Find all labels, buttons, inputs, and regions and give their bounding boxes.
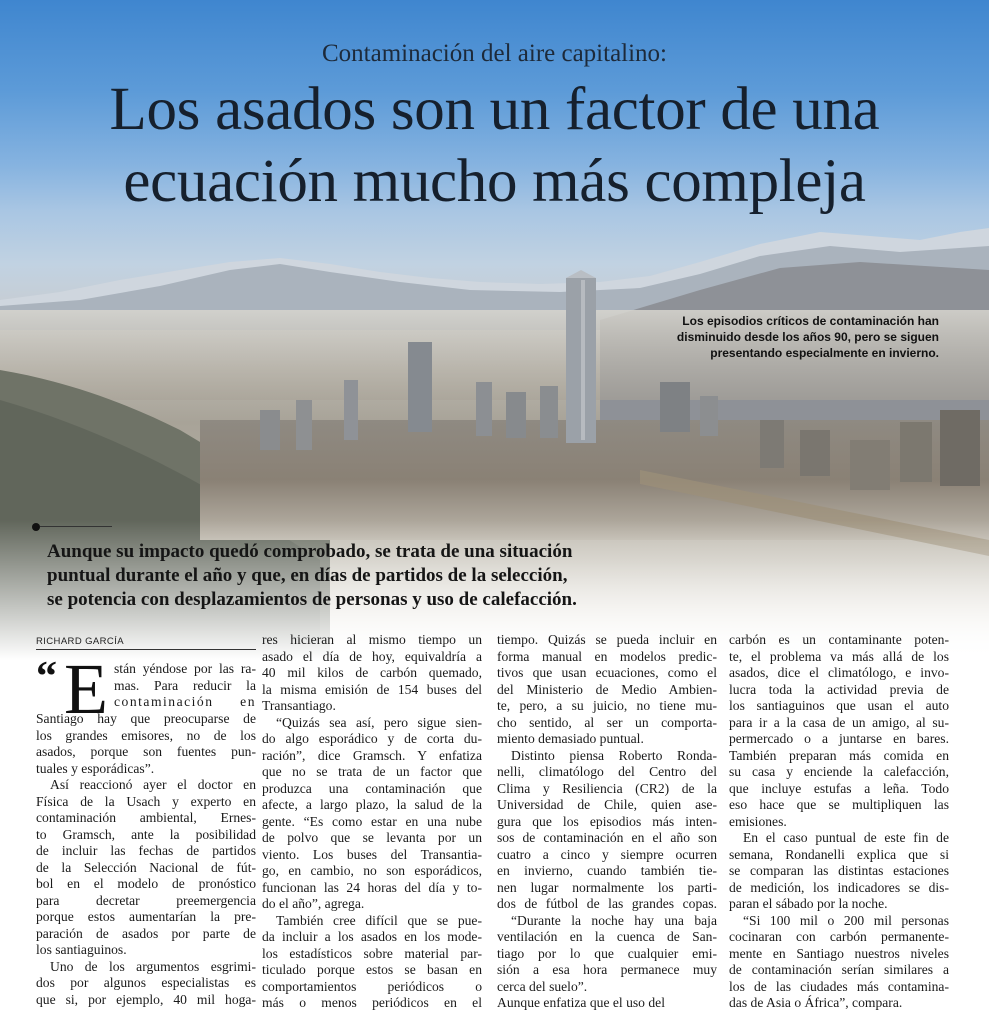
opening-line: contaminación en bbox=[114, 694, 256, 709]
body-text-line: los grandes emisores, no de los bbox=[36, 727, 256, 743]
body-text-line: ración”, dice Gramsch. Y enfatiza bbox=[262, 747, 482, 763]
body-text-line: 40 mil kilos de carbón quemado, bbox=[262, 665, 482, 680]
caption-line: presentando especialmente en invierno. bbox=[710, 346, 939, 360]
body-text-line: Santiago hay que preocuparse de bbox=[36, 711, 256, 726]
body-text-line: en invierno, cuando también tie- bbox=[497, 863, 717, 878]
body-text-line: para decretar preemergencia bbox=[36, 892, 256, 908]
body-text-line: También preparan más comida en bbox=[729, 747, 949, 763]
body-text-line: comportamientos periódicos o bbox=[262, 978, 482, 994]
column-lines bbox=[36, 711, 256, 1008]
photo-caption bbox=[639, 313, 939, 361]
body-text-line: En el caso puntual de este fin de bbox=[743, 830, 949, 845]
body-text-line: de incluir las fechas de partidos bbox=[36, 843, 256, 858]
body-text-line: tivos que usan ecuaciones, como el bbox=[497, 665, 717, 680]
byline: RICHARD GARCÍA bbox=[36, 636, 256, 650]
deck-line: Aunque su impacto quedó comprobado, se trata de una situación bbox=[47, 541, 573, 562]
caption-line: Los episodios críticos de contaminación han bbox=[682, 314, 939, 328]
body-column-1 bbox=[36, 649, 256, 1008]
body-text-line: nen lugar normalmente los parti- bbox=[497, 879, 717, 895]
body-text-line: que incluye estufas a leña. Todo bbox=[729, 780, 949, 796]
body-text-line: paran el sábado por la noche. bbox=[729, 896, 888, 911]
column-lines bbox=[262, 632, 482, 1012]
body-text-line: Así reaccionó ayer el doctor en bbox=[50, 777, 256, 792]
body-text-line: emisiones. bbox=[729, 813, 787, 829]
body-text-line: para ir a la casa de un amigo, al su- bbox=[729, 714, 949, 730]
body-text-line: los de las ciudades más contamina- bbox=[729, 978, 949, 994]
body-text-line: Transantiago. bbox=[262, 698, 336, 713]
body-text-line: to Gramsch, ante la posibilidad bbox=[36, 826, 256, 842]
body-text-line: contaminación ambiental, Ernes- bbox=[36, 810, 256, 825]
body-text-line: nelli, climatólogo del Centro del bbox=[497, 764, 717, 779]
body-text-line: Aunque enfatiza que el uso del bbox=[497, 995, 665, 1010]
article-headline bbox=[0, 74, 989, 218]
body-text-line: res hicieran al mismo tiempo un bbox=[262, 632, 482, 647]
body-text-line: gura que los episodios más inten- bbox=[497, 813, 717, 829]
body-text-line: funcionan las 24 horas del día y to- bbox=[262, 879, 482, 895]
body-text-line: de la Selección Nacional de fút- bbox=[36, 859, 256, 875]
open-quote-mark: “ bbox=[36, 654, 57, 700]
body-text-line: que si, por ejemplo, 40 mil hoga- bbox=[36, 991, 256, 1007]
deck-line: se potencia con desplazamientos de personas y uso de calefacción. bbox=[47, 589, 577, 610]
body-column-4 bbox=[729, 632, 949, 1012]
body-text-line: cuatro a cinco y siempre ocurren bbox=[497, 846, 717, 862]
body-text-line: que no se trata de un factor que bbox=[262, 764, 482, 779]
body-text-line: permercado o a juntarse en bares. bbox=[729, 731, 949, 746]
column-lines bbox=[729, 632, 949, 1012]
body-text-line: los estadísticos sobre material par- bbox=[262, 945, 482, 961]
body-text-line: Distinto piensa Roberto Ronda- bbox=[511, 747, 717, 763]
opening-line: stán yéndose por las ra- bbox=[114, 661, 256, 676]
body-text-line: do el año”, agrega. bbox=[262, 896, 365, 911]
body-text-line: miento demasiado puntual. bbox=[497, 731, 644, 746]
opening-line: mas. Para reducir la bbox=[114, 677, 256, 693]
body-text-line: bol en el modelo de pronóstico bbox=[36, 876, 256, 891]
body-column-2 bbox=[262, 632, 482, 1012]
body-text-line: ventilación en la cuenca de San- bbox=[497, 929, 717, 944]
body-text-line: asado el día de hoy, equivaldría a bbox=[262, 648, 482, 664]
body-text-line: produzca una contaminación que bbox=[262, 780, 482, 796]
body-text-line: su casa y enciende la calefacción, bbox=[729, 764, 949, 779]
body-text-line: “Quizás sea así, pero sigue sien- bbox=[276, 714, 482, 730]
body-text-line: Uno de los argumentos esgrimi- bbox=[50, 958, 256, 974]
body-text-line: forma manual en modelos predic- bbox=[497, 648, 717, 664]
body-text-line: se comparan las distintas estaciones bbox=[729, 863, 949, 878]
body-text-line: viento. Los buses del Transantia- bbox=[262, 846, 482, 862]
headline-line: Los asados son un factor de una bbox=[109, 76, 880, 143]
opening-paragraph bbox=[36, 649, 256, 729]
body-text-line: tiempo. Quizás se pueda incluir en bbox=[497, 632, 717, 647]
body-text-line: de contaminación serían similares a bbox=[729, 962, 949, 977]
body-text-line: “Si 100 mil o 200 mil personas bbox=[743, 912, 949, 928]
body-text-line: da incluir a los asados en los mode- bbox=[262, 929, 482, 944]
body-text-line: dos por algunos especialistas es bbox=[36, 975, 256, 990]
body-text-line: del Ministerio de Medio Ambien- bbox=[497, 681, 717, 697]
body-text-line: cocinaran con carbón permanente- bbox=[729, 929, 949, 944]
body-text-line: “Durante la noche hay una baja bbox=[511, 912, 717, 928]
body-text-line: mente en Santiago nuestros niveles bbox=[729, 945, 949, 961]
body-text-line: ticulado porque estos se basan en bbox=[262, 962, 482, 977]
caption-line: disminuido desde los años 90, pero se siguen bbox=[676, 330, 939, 344]
deck-line: puntual durante el año y que, en días de partidos de la selección, bbox=[47, 565, 568, 586]
body-text-line: la misma emisión de 154 buses del bbox=[262, 681, 482, 697]
drop-cap: E bbox=[64, 649, 108, 729]
body-text-line: eso hace que se multipliquen las bbox=[729, 797, 949, 812]
column-lines bbox=[497, 632, 717, 1012]
body-text-line: das de Asia o África”, compara. bbox=[729, 995, 903, 1010]
body-text-line: carbón es un contaminante poten- bbox=[729, 632, 949, 647]
body-text-line: lucra toda la actividad previa de bbox=[729, 681, 949, 697]
body-text-line: los santiaguinos. bbox=[36, 942, 127, 957]
body-text-line: sión a esa hora permanece muy bbox=[497, 962, 717, 977]
article-kicker: Contaminación del aire capitalino: bbox=[321, 40, 668, 67]
body-text-line: do algo esporádico y de corta du- bbox=[262, 731, 482, 746]
body-text-line: los santiaguinos que usan el auto bbox=[729, 698, 949, 713]
body-column-3 bbox=[497, 632, 717, 1012]
body-text-line: gente. “Es como estar en una nube bbox=[262, 813, 482, 829]
body-text-line: asados, dice el climatólogo, e invo- bbox=[729, 665, 949, 680]
body-text-line: afecte, a largo plazo, la salud de la bbox=[262, 797, 482, 812]
article-deck bbox=[47, 540, 747, 612]
body-text-line: te, pero, a su juicio, no tiene mu- bbox=[497, 698, 717, 713]
body-text-line: asados, porque son fuentes pun- bbox=[36, 744, 256, 759]
headline-line: ecuación mucho más compleja bbox=[123, 148, 866, 215]
body-text-line: más o menos periódicos en el bbox=[262, 995, 482, 1010]
body-text-line: de medición, los indicadores se dis- bbox=[729, 879, 949, 895]
body-text-line: tuales y esporádicas”. bbox=[36, 760, 155, 776]
body-text-line: cerca del suelo”. bbox=[497, 978, 588, 994]
body-text-line: semana, Rondanelli explica que si bbox=[729, 846, 949, 862]
body-text-line: paración de asados por parte de bbox=[36, 925, 256, 941]
deck-rule bbox=[40, 526, 112, 527]
body-text-line: cho sentido, al ser un comporta- bbox=[497, 714, 717, 730]
body-text-line: tiago por lo que cualquier emi- bbox=[497, 945, 717, 961]
body-text-line: de polvo que se levanta por un bbox=[262, 830, 482, 845]
body-text-line: porque estos aumentarían la pre- bbox=[36, 909, 256, 924]
body-text-line: te, el problema va más allá de los bbox=[729, 648, 949, 664]
body-text-line: También cree difícil que se pue- bbox=[276, 912, 482, 928]
body-text-line: sos de contaminación en el año son bbox=[497, 830, 717, 845]
body-text-line: Física de la Usach y experto en bbox=[36, 793, 256, 809]
body-text-line: go, en cambio, no son esporádicos, bbox=[262, 863, 482, 878]
body-text-line: Universidad de Chile, quien ase- bbox=[497, 797, 717, 812]
body-text-line: Clima y Resiliencia (CR2) de la bbox=[497, 780, 717, 796]
deck-bullet-icon bbox=[32, 523, 40, 531]
body-text-line: dos de fútbol de las grandes copas. bbox=[497, 896, 717, 911]
